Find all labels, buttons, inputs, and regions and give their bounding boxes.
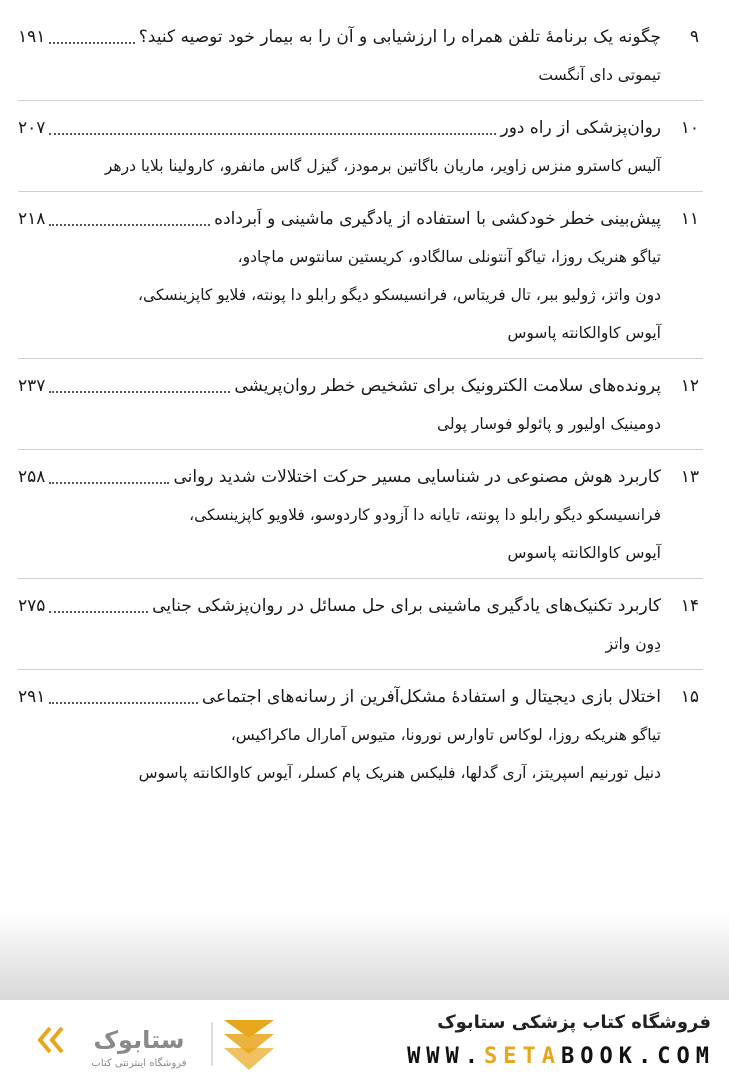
chapter-number: ۱۱ [680,209,699,229]
dot-leader [49,611,148,613]
toc-entry [18,109,703,192]
chapter-number: ۱۰ [680,118,699,138]
chapter-number: ۱۳ [680,467,699,487]
page-number: ۲۵۸ [18,467,46,487]
chapter-number: ۱۲ [680,376,699,396]
chapter-number: ۱۵ [680,687,699,707]
chapter-authors: تیموتی دای آنگست [538,66,661,84]
toc-entry [18,458,703,579]
dot-leader [49,391,230,393]
chapter-number: ۱۴ [680,596,699,616]
toc-line[interactable] [18,109,703,147]
store-name: فروشگاه کتاب پزشکی ستابوک [437,1012,711,1033]
toc-line[interactable] [18,458,703,496]
toc-line[interactable] [18,678,703,716]
toc-line[interactable] [18,18,703,56]
chapter-authors: دنیل تورنیم اسپریتز، آری گدلها، فلیکس هنریک پام کسلر، آیوس کاوالکانته پاسوس [138,764,661,782]
chapter-authors: دومینیک اولیور و پائولو فوسار پولی [436,415,661,433]
page-number: ۲۳۷ [18,376,46,396]
chevron-logo-icon [224,1020,274,1070]
page-number: ۲۷۵ [18,596,46,616]
setabook-logo [24,1014,284,1074]
chapter-title: کاربرد تکنیک‌های یادگیری ماشینی برای حل مسائل در روان‌پزشکی جنایی [152,596,661,616]
dot-leader [49,224,210,226]
chapter-authors: دون واتز، ژولیو ببر، تال فریتاس، فرانسیسکو دیگو رابلو دا پونته، فلایو کاپزینسکی، [138,286,661,304]
chapter-authors: تیاگو هنریکه روزا، لوکاس تاوارس نورونا، متیوس آمارال ماکراکیس، [230,726,661,744]
toc-line[interactable] [18,587,703,625]
logo-tagline: فروشگاه اینترنتی کتاب [91,1058,187,1069]
page-number: ۲۹۱ [18,687,46,707]
page-number: ۱۹۱ [18,27,46,47]
chapter-title: چگونه یک برنامهٔ تلفن همراه را ارزشیابی و آن را به بیمار خود توصیه کنید؟ [138,27,661,47]
logo-wordmark: ستابوک [93,1026,185,1054]
chapter-authors: آیوس کاوالکانته پاسوس [507,324,661,342]
toc-entry [18,18,703,101]
toc-entry [18,678,703,798]
page-bottom-shadow [0,910,729,1000]
chapter-authors: آیوس کاوالکانته پاسوس [507,544,661,562]
dot-leader [49,482,169,484]
url-highlight: SETA [484,1044,562,1069]
page-number: ۲۰۷ [18,118,46,138]
dot-leader [49,702,197,704]
url-suffix: BOOK.COM [561,1044,715,1069]
toc-entry [18,200,703,359]
page-number: ۲۱۸ [18,209,46,229]
chapter-authors: دِون واتز [605,635,661,653]
dot-leader [49,42,134,44]
table-of-contents [18,18,703,806]
chapter-title: پیش‌بینی خطر خودکشی با استفاده از یادگیری ماشینی و اَبرداده [214,209,661,229]
toc-line[interactable] [18,367,703,405]
chapter-authors: آلیس کاسترو منزس زاویر، ماریان باگاتین برمودز، گیزل گاس مانفرو، کارولینا بلایا درهر [104,157,661,175]
toc-entry [18,367,703,450]
store-url-link[interactable] [407,1044,715,1069]
chapter-authors: فرانسیسکو دیگو رابلو دا پونته، تایانه دا آزودو کاردوسو، فلاویو کاپزینسکی، [189,506,661,524]
double-chevron-left-icon [40,1028,62,1052]
chapter-title: پرونده‌های سلامت الکترونیک برای تشخیص خطر روان‌پریشی [234,376,661,396]
chapter-title: اختلال بازی دیجیتال و استفادهٔ مشکل‌آفرین از رسانه‌های اجتماعی [201,687,661,707]
chapter-title: کاربرد هوش مصنوعی در شناسایی مسیر حرکت اختلالات شدید روانی [173,467,661,487]
toc-entry [18,587,703,670]
chapter-authors: تیاگو هنریک روزا، تیاگو آنتونلی سالگادو، کریستین سانتوس ماچادو، [237,248,661,266]
store-footer [0,1000,729,1080]
chapter-number: ۹ [689,27,699,47]
chapter-title: روان‌پزشکی از راه دور [500,118,661,138]
url-prefix: WWW. [407,1044,485,1069]
toc-line[interactable] [18,200,703,238]
dot-leader [49,133,496,135]
